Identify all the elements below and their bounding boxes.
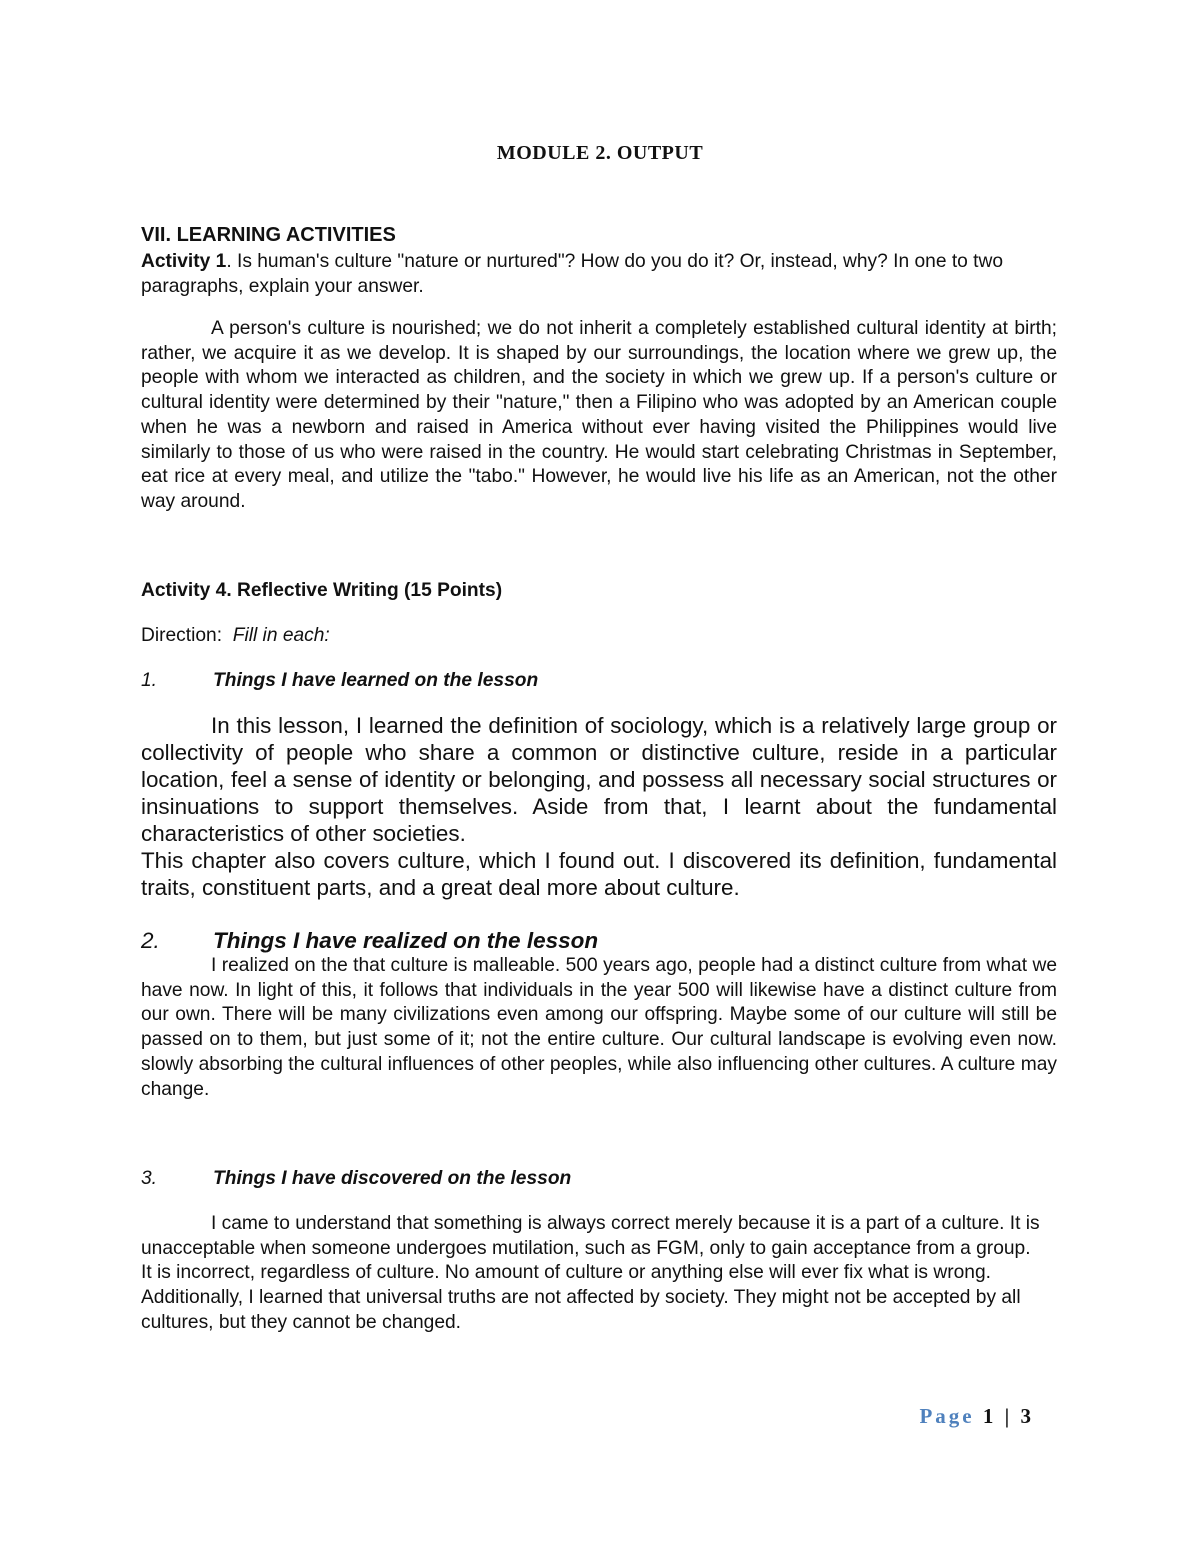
item-3-body xyxy=(141,1212,1041,1336)
item-1-heading: Things I have learned on the lesson xyxy=(213,670,539,691)
activity1-prompt xyxy=(141,249,1061,299)
document-title: MODULE 2. OUTPUT xyxy=(496,142,704,164)
page-footer xyxy=(919,1404,1034,1429)
footer-total-pages: 3 xyxy=(1020,1404,1034,1428)
item-3-number: 3. xyxy=(141,1168,158,1189)
item-2-body xyxy=(141,954,1057,1102)
direction-line xyxy=(141,625,330,647)
item-2-paragraph-1: I realized on the that culture is malleable. 500 years ago, people had a distinct culture from what we have now. In light of this, it follows that individuals in the year 500 will likewise have a distinct culture from our own. There will be many civilizations even among our offspring. Maybe some of our culture will still be passed on to them, but just some of it; not the entire culture. Our cultural landscape is evolving even now. slowly absorbing the cultural influences of other peoples, while also influencing other cultures. A culture may change. xyxy=(141,955,1057,1100)
activity1-answer-text: A person's culture is nourished; we do not inherit a completely established cultural identity at birth; rather, we acquire it as we develop. It is shaped by our surroundings, the location where we grew up, the people with whom we interacted as children, and the society in which we grew up. If a person's culture or cultural identity were determined by their "nature," then a Filipino who was adopted by an American couple when he was a newborn and raised in America without ever having visited the Philippines would live similarly to those of us who were raised in the country. He would start celebrating Christmas in September, eat rice at every meal, and utilize the "tabo." However, he would live his life as an American, not the other way around. xyxy=(141,318,1057,512)
item-2-heading: Things I have realized on the lesson xyxy=(213,928,599,953)
direction-label: Direction: xyxy=(141,625,223,646)
activity1-answer xyxy=(141,317,1057,515)
footer-separator: | xyxy=(1004,1404,1013,1428)
section-heading: VII. LEARNING ACTIVITIES xyxy=(141,224,396,246)
item-3-heading: Things I have discovered on the lesson xyxy=(213,1168,572,1189)
activity1-label: Activity 1 xyxy=(141,251,227,272)
footer-current-page: 1 xyxy=(982,1404,997,1428)
item-1-body xyxy=(141,712,1057,901)
item-1-paragraph-2: This chapter also covers culture, which I found out. I discovered its definition, fundamental traits, constituent parts, and a great deal more about culture. xyxy=(141,848,1057,900)
direction-text: Fill in each: xyxy=(232,625,330,646)
activity4-heading: Activity 4. Reflective Writing (15 Points) xyxy=(141,580,503,601)
item-2-number: 2. xyxy=(141,928,160,953)
item-1-paragraph-1: In this lesson, I learned the definition of sociology, which is a relatively large group or collectivity of people who share a common or distinctive culture, reside in a particular location, feel a sense of identity or belonging, and possess all necessary social structures or insinuations to support themselves. Aside from that, I learnt about the fundamental characteristics of other societies. xyxy=(141,713,1057,846)
activity1-question: . Is human's culture "nature or nurtured"? How do you do it? Or, instead, why? In one to two paragraphs, explain your answer. xyxy=(141,251,1004,297)
footer-page-word: Page xyxy=(919,1404,975,1428)
item-1-number: 1. xyxy=(141,670,158,691)
item-3-paragraph-1: I came to understand that something is always correct merely because it is a part of a culture. It is unacceptable when someone undergoes mutilation, such as FGM, only to gain acceptance from a group. It is incorrect, regardless of culture. No amount of culture or anything else will ever fix what is wrong. Additionally, I learned that universal truths are not affected by society. They might not be accepted by all cultures, but they cannot be changed. xyxy=(141,1213,1040,1333)
